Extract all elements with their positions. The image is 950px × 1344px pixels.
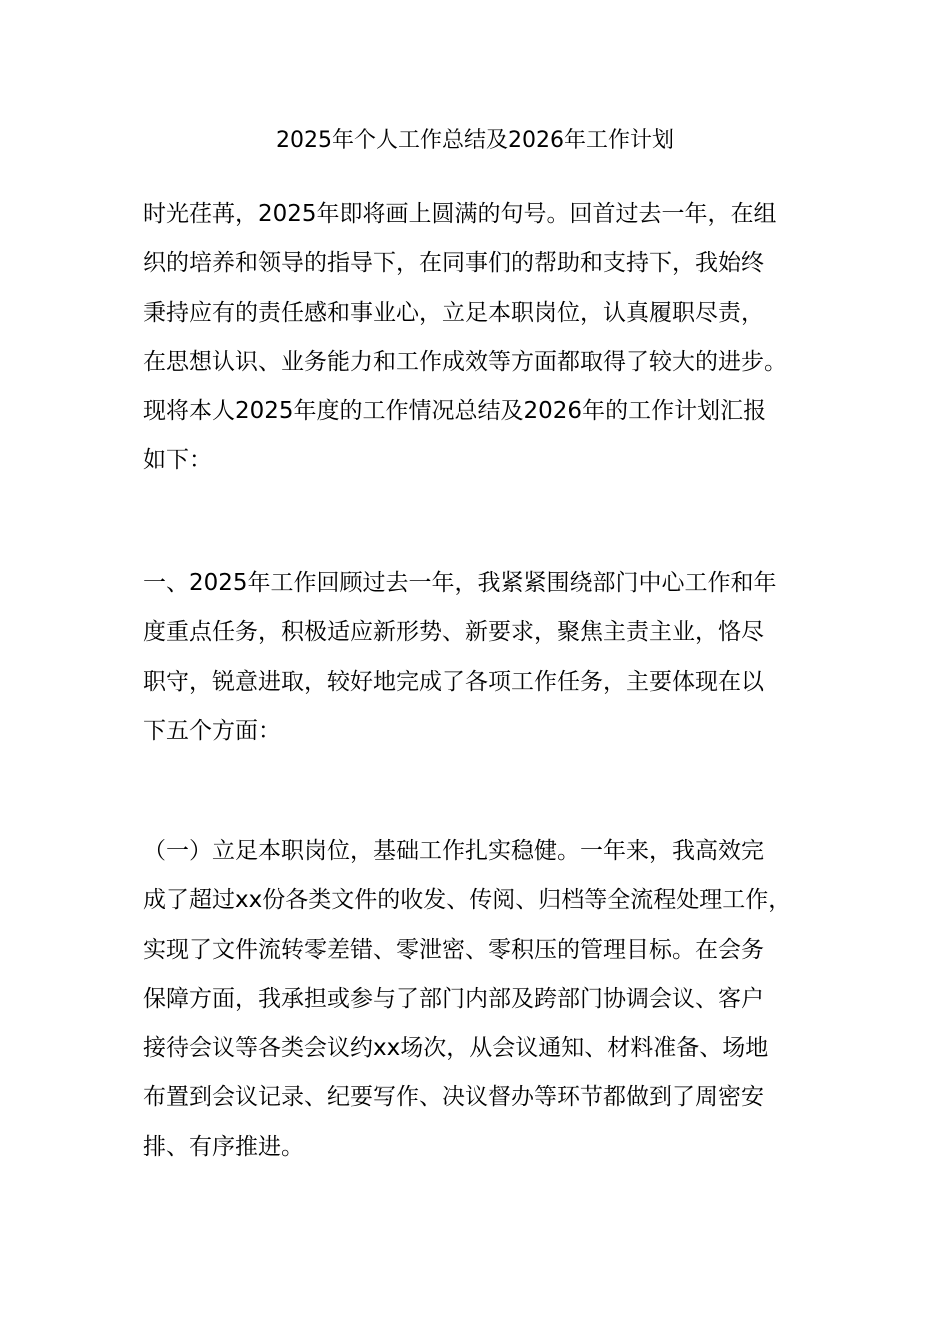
paragraph-line: 织的培养和领导的指导下，在同事们的帮助和支持下，我始终 [143,250,764,277]
paragraph-line: （一）立足本职岗位，基础工作扎实稳健。一年来，我高效完 [143,838,764,864]
paragraph-line: 实现了文件流转零差错、零泄密、零积压的管理目标。在会务 [143,936,764,963]
paragraph-line: 职守，锐意进取，较好地完成了各项工作任务，主要体现在以 [143,668,764,695]
paragraph-line: 如下： [143,447,212,474]
subsection-one-paragraph [143,827,823,1172]
paragraph-line: 成了超过xx份各类文件的收发、传阅、归档等全流程处理工作， [143,887,792,914]
paragraph-line: 保障方面，我承担或参与了部门内部及跨部门协调会议、客户 [143,985,764,1012]
document-title: 2025年个人工作总结及2026年工作计划 [276,128,674,153]
paragraph-line: 现将本人2025年度的工作情况总结及2026年的工作计划汇报 [143,398,767,425]
paragraph-line: 下五个方面： [143,717,281,744]
paragraph-line: 接待会议等各类会议约xx场次，从会议通知、材料准备、场地 [143,1035,769,1062]
paragraph-line: 排、有序推进。 [143,1133,304,1160]
paragraph-line: 度重点任务，积极适应新形势、新要求，聚焦主责主业，恪尽 [143,619,764,646]
intro-paragraph [143,190,823,486]
paragraph-line: 一、2025年工作回顾过去一年，我紧紧围绕部门中心工作和年 [143,570,777,596]
paragraph-line: 在思想认识、业务能力和工作成效等方面都取得了较大的进步。 [143,348,787,375]
paragraph-line: 秉持应有的责任感和事业心，立足本职岗位，认真履职尽责， [143,299,764,326]
paragraph-line: 布置到会议记录、纪要写作、决议督办等环节都做到了周密安 [143,1084,764,1111]
review-section-paragraph [143,559,823,756]
paragraph-line: 时光荏苒，2025年即将画上圆满的句号。回首过去一年，在组 [143,201,777,227]
